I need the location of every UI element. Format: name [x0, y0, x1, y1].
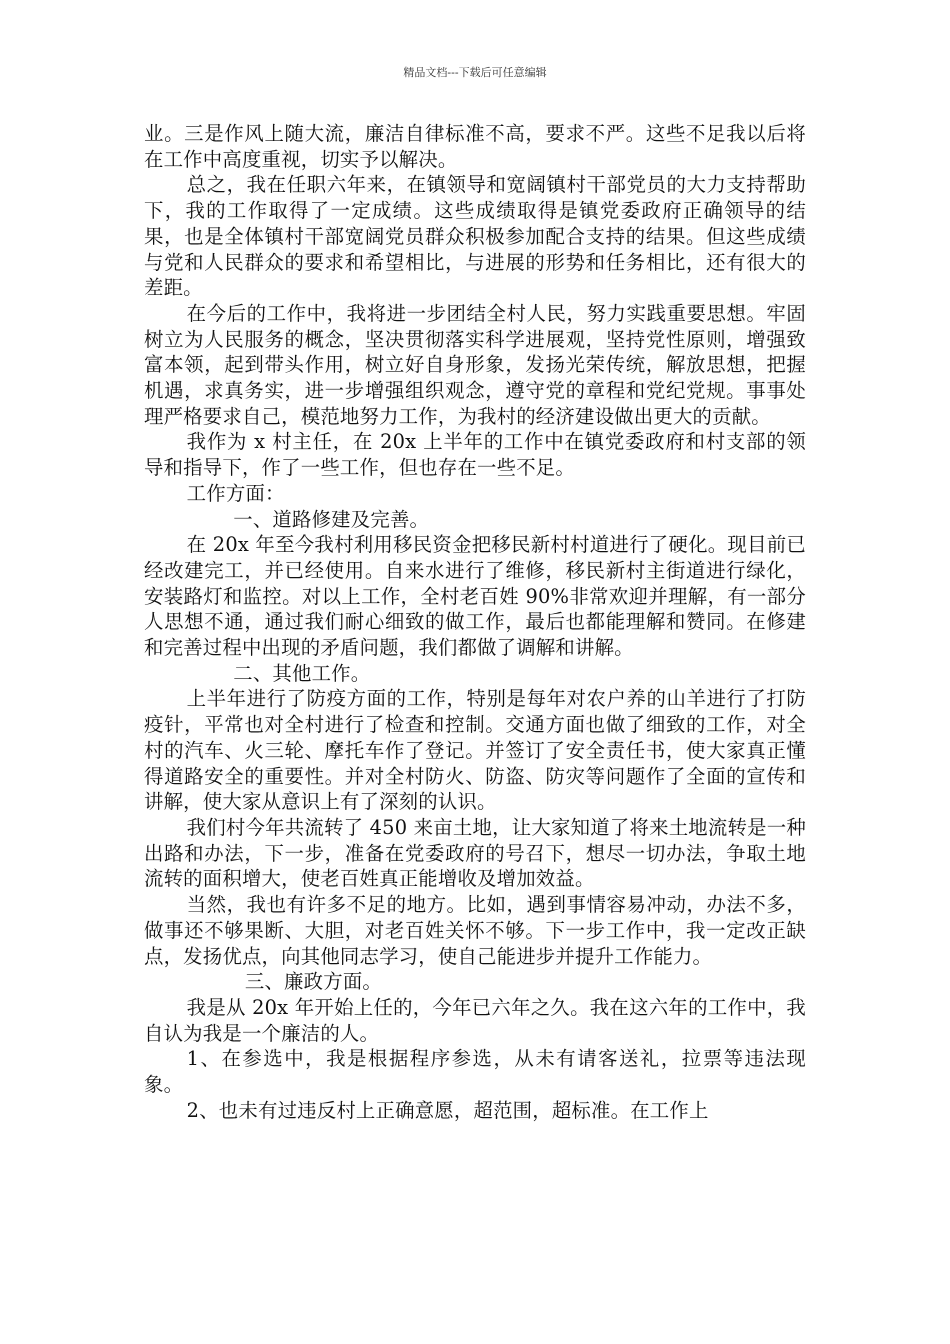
paragraph-continuation: 业。三是作风上随大流，廉洁自律标准不高，要求不严。这些不足我以后将在工作中高度重视，切实予以解决。 — [144, 122, 806, 171]
paragraph-intro: 我作为 x 村主任，在 20x 上半年的工作中在镇党委政府和村支部的领导和指导下，作了一些工作，但也存在一些不足。 — [144, 430, 806, 480]
paragraph-epidemic-traffic: 上半年进行了防疫方面的工作，特别是每年对农户养的山羊进行了打防疫针，平常也对全村进行了检查和控制。交通方面也做了细致的工作，对全村的汽车、火三轮、摩托车作了登记。并签订了安全责任书，使大家真正懂得道路安全的重要性。并对全村防火、防盗、防灾等问题作了全面的宣传和讲解，使大家从意识上有了深刻的认识。 — [144, 687, 806, 814]
section-heading-integrity: 三、廉政方面。 — [244, 970, 383, 994]
paragraph-summary: 总之，我在任职六年来，在镇领导和宽阔镇村干部党员的大力支持帮助下，我的工作取得了一定成绩。这些成绩取得是镇党委政府正确领导的结果，也是全体镇村干部宽阔党员群众积极参加配合支持的结果。但这些成绩与党和人民群众的要求和希望相比，与进展的形势和任务相比，还有很大的差距。 — [144, 173, 806, 300]
section-heading-other-work: 二、其他工作。 — [233, 661, 371, 685]
page-header: 精品文档---下载后可任意编辑 — [403, 66, 547, 79]
paragraph-integrity-intro: 我是从 20x 年开始上任的，今年已六年之久。我在这六年的工作中，我自认为我是一个廉洁的人。 — [144, 995, 806, 1045]
paragraph-work-aspects: 工作方面： — [186, 481, 285, 505]
paragraph-land-transfer: 我们村今年共流转了 450 来亩土地，让大家知道了将来土地流转是一种出路和办法，下一步，准备在党委政府的号召下，想尽一切办法，争取土地流转的面积增大，使老百姓真正能增收及增加效益。 — [144, 815, 806, 891]
paragraph-shortcomings: 当然，我也有许多不足的地方。比如，遇到事情容易冲动，办法不多，做事还不够果断、大胆，对老百姓关怀不够。下一步工作中，我一定改正缺点，发扬优点，向其他同志学习，使自己能进步并提升工作能力。 — [144, 893, 806, 968]
document-body — [144, 121, 806, 1123]
paragraph-integrity-item-1: 1、在参选中，我是根据程序参选，从未有请客送礼，拉票等违法现象。 — [144, 1047, 806, 1097]
section-heading-roads: 一、道路修建及完善。 — [233, 507, 430, 531]
paragraph-integrity-item-2: 2、也未有过违反村上正确意愿，超范围，超标准。在工作上 — [186, 1098, 709, 1122]
paragraph-roads: 在 20x 年至今我村利用移民资金把移民新村村道进行了硬化。现目前已经改建完工，并已经使用。自来水进行了维修，移民新村主街道进行绿化，安装路灯和监控。对以上工作，全村老百姓 90%非常欢迎并理解，有一部分人思想不通，通过我们耐心细致的做工作，最后也都能理解和赞同。在修建和完善过程中出现的矛盾问题，我们都做了调解和讲解。 — [144, 533, 806, 660]
paragraph-future-work: 在今后的工作中，我将进一步团结全村人民，努力实践重要思想。牢固树立为人民服务的概念，坚决贯彻落实科学进展观，坚持党性原则，增强致富本领，起到带头作用，树立好自身形象，发扬光荣传统，解放思想，把握机遇，求真务实，进一步增强组织观念，遵守党的章程和党纪党规。事事处理严格要求自己，模范地努力工作，为我村的经济建设做出更大的贡献。 — [144, 301, 806, 428]
